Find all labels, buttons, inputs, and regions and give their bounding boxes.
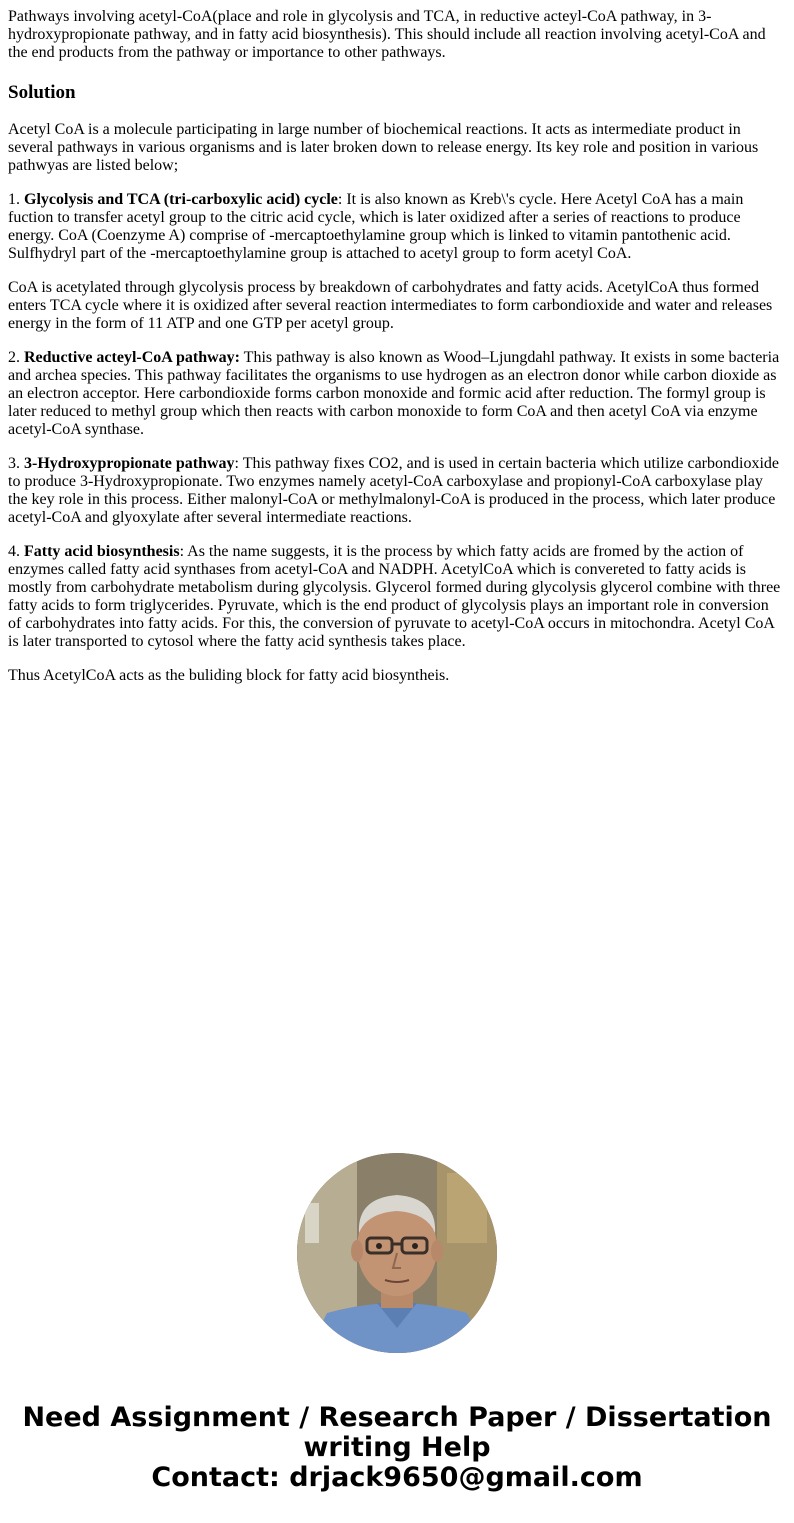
section-coa-acetylation [8,279,784,333]
section-text: : As the name suggests, it is the process by which fatty acids are fromed by the action of enzymes called fatty acid synthases from acetyl-CoA and NADPH. AcetylCoA which is convereted to fatty acids is mostly from carbohydrate metabolism during glycolysis. Glycerol formed during glycolysis glycerol combine with three fatty acids to form triglycerides. Pyruvate, which is the end product of glycolysis plays an important role in conversion of carbohydrates into fatty acids. For this, the conversion of pyruvate to acetyl-CoA occurs in mitochondra. Acetyl CoA is later transported to cytosol where the fatty acid synthesis takes place. [8,543,781,650]
conclusion-paragraph: Thus AcetylCoA acts as the buliding block for fatty acid biosyntheis. [8,667,450,684]
section-3-hydroxypropionate [8,455,784,527]
section-text: : This pathway fixes CO2, and is used in certain bacteria which utilize carbondioxide to produce 3-Hydroxypropionate. Two enzymes namely acetyl-CoA carboxylase and propionyl-CoA carboxylase play the key role in this process. Either malonyl-CoA or methylmalonyl-CoA is produced in the process, which later produce acetyl-CoA and glyoxylate after several intermediate reactions. [8,455,779,526]
section-number: 2. [8,349,24,366]
section-number: 1. [8,191,24,208]
section-number: 4. [8,543,24,560]
author-avatar [297,1153,497,1353]
section-title: Glycolysis and TCA (tri-carboxylic acid) cycle [24,191,338,208]
intro-paragraph: Acetyl CoA is a molecule participating in large number of biochemical reactions. It acts as intermediate product in several pathways in various organisms and is later broken down to release energy. Its key role and position in various pathwyas are listed below; [8,121,759,174]
section-fatty-acid-biosynthesis [8,543,784,651]
section-number: 3. [8,455,24,472]
section-text: This pathway is also known as Wood–Ljungdahl pathway. It exists in some bacteria and archea species. This pathway facilitates the organisms to use hydrogen as an electron donor while carbon dioxide as an electron acceptor. Here carbondioxide forms carbon monoxide and formic acid after reduction. The formyl group is later reduced to methyl group which then reacts with carbon monoxide to form CoA and then acetyl CoA via enzyme acetyl-CoA synthase. [8,349,780,438]
section-title: Fatty acid biosynthesis [24,543,180,560]
promo-line-2: writing Help [303,1432,491,1463]
promo-contact: Contact: drjack9650@gmail.com [151,1462,643,1493]
promo-line-1: Need Assignment / Research Paper / Dissertation [22,1402,772,1433]
solution-heading: Solution [8,82,76,103]
section-text: : It is also known as Kreb\'s cycle. Here Acetyl CoA has a main fuction to transfer acetyl group to the citric acid cycle, which is later oxidized after a series of reactions to produce energy. CoA (Coenzyme A) comprise of -mercaptoethylamine group which is linked to vitamin pantothenic acid. Sulfhydryl part of the -mercaptoethylamine group is attached to acetyl group to form acetyl CoA. [8,191,744,262]
section-title: Reductive acteyl-CoA pathway: [24,349,240,366]
author-photo-illustration [297,1153,497,1353]
section-reductive-acetyl-coa [8,349,784,439]
section-glycolysis-tca [8,191,784,263]
promo-footer [0,1403,794,1493]
question-text: Pathways involving acetyl-CoA(place and role in glycolysis and TCA, in reductive acteyl-CoA pathway, in 3-hydroxypropionate pathway, and in fatty acid biosynthesis). This should include all reaction involving acetyl-CoA and the end products from the pathway or importance to other pathways. [8,8,766,61]
document-body [8,8,784,701]
section-text: CoA is acetylated through glycolysis process by breakdown of carbohydrates and fatty acids. AcetylCoA thus formed enters TCA cycle where it is oxidized after several reaction intermediates to form carbondioxide and water and releases energy in the form of 11 ATP and one GTP per acetyl group. [8,279,773,332]
section-title: 3-Hydroxypropionate pathway [24,455,235,472]
